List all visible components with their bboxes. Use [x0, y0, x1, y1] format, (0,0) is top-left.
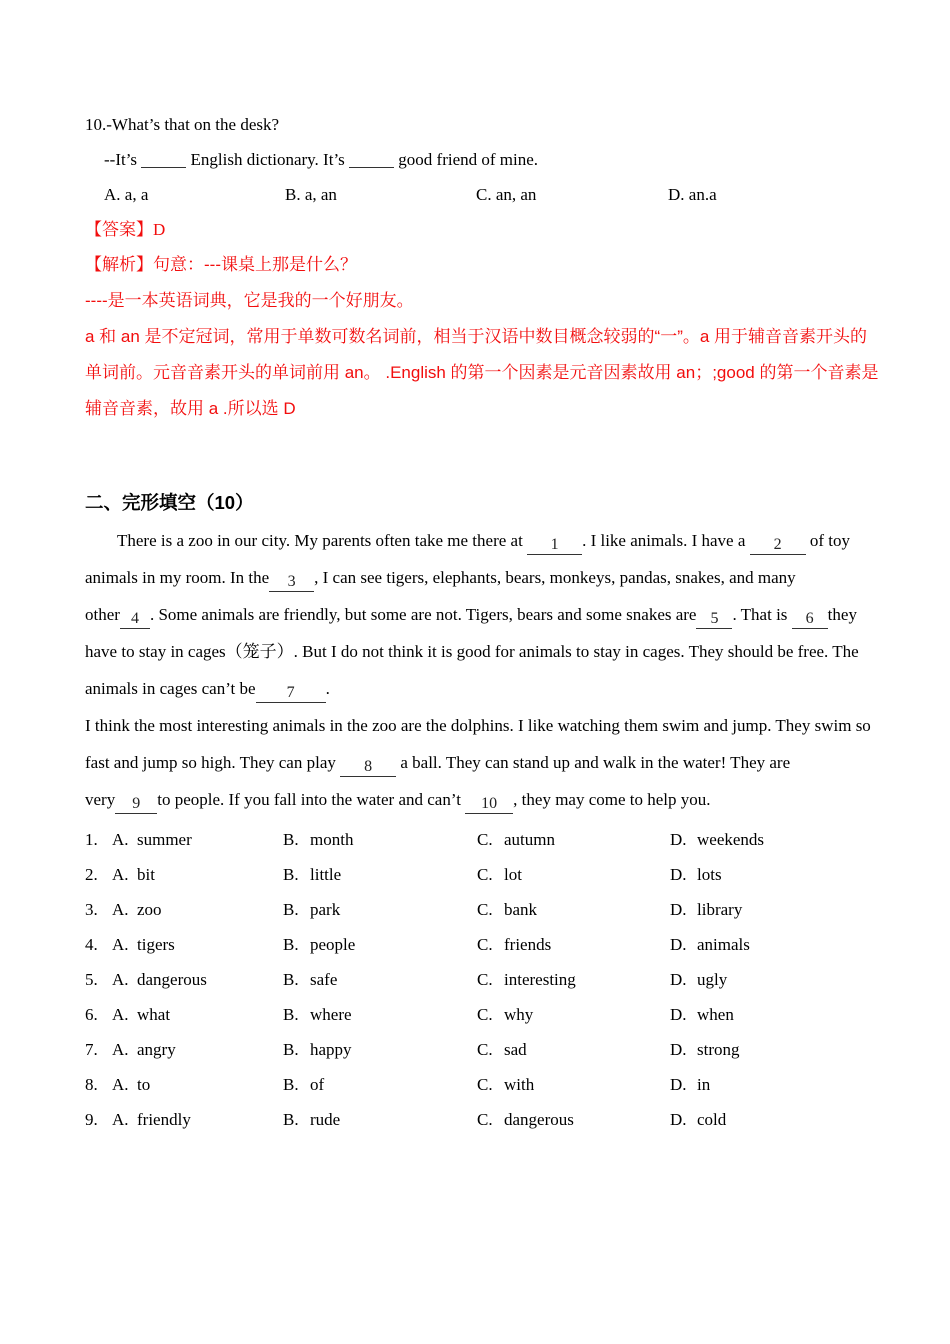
- option-letter-D: D.: [670, 830, 687, 849]
- cloze-option-row-9: [85, 1102, 865, 1137]
- passage-line-1: [85, 522, 865, 559]
- option-letter-B: B.: [283, 935, 299, 954]
- option-text-D: strong: [697, 1040, 740, 1059]
- blank-8: 8: [340, 758, 396, 777]
- option-text-B: safe: [310, 970, 338, 989]
- option-text-C: autumn: [504, 830, 555, 849]
- option-letter-C: C.: [477, 900, 493, 919]
- option-text-B: where: [310, 1005, 352, 1024]
- option-number: 4.: [85, 935, 98, 954]
- option-letter-A: A.: [112, 1005, 129, 1024]
- option-number: 9.: [85, 1110, 98, 1129]
- q10-option-B: B. a, an: [285, 185, 337, 204]
- cloze-option-row-4: [85, 927, 865, 962]
- analysis-line-4: 单词前。元音音素开头的单词前用 an。 .English 的第一个因素是元音因素故用 an；;good 的第一个音素是: [85, 363, 879, 382]
- passage-text: . I like animals. I have a: [582, 531, 750, 550]
- option-text-C: sad: [504, 1040, 527, 1059]
- option-text-D: in: [697, 1075, 711, 1094]
- option-letter-D: D.: [670, 900, 687, 919]
- option-text-A: dangerous: [137, 970, 207, 989]
- option-text-D: weekends: [697, 830, 765, 849]
- blank-3: 3: [269, 573, 314, 592]
- option-number: 6.: [85, 1005, 98, 1024]
- option-text-D: lots: [697, 865, 722, 884]
- option-text-B: happy: [310, 1040, 352, 1059]
- option-number: 3.: [85, 900, 98, 919]
- option-letter-C: C.: [477, 830, 493, 849]
- answer-value: D: [153, 220, 166, 239]
- option-text-B: little: [310, 865, 342, 884]
- option-letter-D: D.: [670, 1110, 687, 1129]
- option-text-A: to: [137, 1075, 151, 1094]
- passage-line-8: [85, 781, 865, 818]
- option-letter-D: D.: [670, 935, 687, 954]
- option-number: 2.: [85, 865, 98, 884]
- cloze-option-row-5: [85, 962, 865, 997]
- option-text-C: bank: [504, 900, 538, 919]
- option-number: 8.: [85, 1075, 98, 1094]
- option-text-B: month: [310, 830, 354, 849]
- blank-7: 7: [256, 684, 326, 703]
- option-letter-C: C.: [477, 935, 493, 954]
- option-text-B: people: [310, 935, 356, 954]
- analysis-line-1: 【解析】句意：---课桌上那是什么？: [85, 255, 357, 274]
- option-letter-C: C.: [477, 1005, 493, 1024]
- option-text-B: of: [310, 1075, 325, 1094]
- passage-text: animals in my room. In the: [85, 568, 270, 587]
- passage-text: I think the most interesting animals in the zoo are the dolphins. I like watching them swim and jump. They swim so: [85, 716, 871, 735]
- question-10-prompt: 10.-What’s that on the desk?: [85, 115, 280, 134]
- question-10-options-row: [85, 177, 865, 212]
- option-letter-B: B.: [283, 1075, 299, 1094]
- section-2-heading: 二、完形填空（10）: [85, 492, 254, 513]
- option-letter-A: A.: [112, 970, 129, 989]
- passage-text: animals in cages can’t be: [85, 679, 256, 698]
- blank-empty: [349, 149, 394, 168]
- option-text-C: interesting: [504, 970, 576, 989]
- passage-text: other: [85, 605, 120, 624]
- passage-text: .: [325, 679, 330, 698]
- option-text-A: summer: [137, 830, 192, 849]
- cloze-passage: [85, 522, 871, 818]
- option-letter-A: A.: [112, 1040, 129, 1059]
- blank-5: 5: [696, 610, 732, 629]
- option-letter-D: D.: [670, 1075, 687, 1094]
- analysis-line-5: 辅音音素，故用 a .所以选 D: [85, 399, 296, 418]
- cloze-option-row-3: [85, 892, 865, 927]
- q10-option-C: C. an, an: [476, 185, 537, 204]
- passage-text: --It’s: [104, 150, 142, 169]
- option-text-D: when: [697, 1005, 734, 1024]
- answer-line: [85, 212, 865, 247]
- cloze-option-row-1: [85, 822, 865, 857]
- option-number: 5.: [85, 970, 98, 989]
- option-text-D: animals: [697, 935, 750, 954]
- passage-text: very: [85, 790, 116, 809]
- option-text-B: park: [310, 900, 341, 919]
- option-number: 7.: [85, 1040, 98, 1059]
- option-letter-C: C.: [477, 1075, 493, 1094]
- option-text-A: bit: [137, 865, 155, 884]
- option-letter-A: A.: [112, 1110, 129, 1129]
- blank-6: 6: [792, 610, 828, 629]
- passage-text: a ball. They can stand up and walk in the water! They are: [396, 753, 791, 772]
- option-text-C: dangerous: [504, 1110, 574, 1129]
- cloze-option-row-8: [85, 1067, 865, 1102]
- option-text-D: cold: [697, 1110, 727, 1129]
- option-text-C: lot: [504, 865, 522, 884]
- passage-text: fast and jump so high. They can play: [85, 753, 341, 772]
- passage-text: , I can see tigers, elephants, bears, monkeys, pandas, snakes, and many: [314, 568, 796, 587]
- option-letter-D: D.: [670, 1040, 687, 1059]
- cloze-option-row-6: [85, 997, 865, 1032]
- q10-option-D: D. an.a: [668, 185, 717, 204]
- passage-text: to people. If you fall into the water and can’t: [157, 790, 466, 809]
- option-letter-C: C.: [477, 865, 493, 884]
- passage-text: . Some animals are friendly, but some are not. Tigers, bears and some snakes are: [149, 605, 697, 624]
- option-letter-B: B.: [283, 900, 299, 919]
- option-letter-C: C.: [477, 1040, 493, 1059]
- option-letter-B: B.: [283, 970, 299, 989]
- passage-text: good friend of mine.: [394, 150, 539, 169]
- option-letter-A: A.: [112, 900, 129, 919]
- analysis-line-2: ----是一本英语词典，它是我的一个好朋友。: [85, 291, 414, 310]
- analysis-line-3: a 和 an 是不定冠词，常用于单数可数名词前，相当于汉语中数目概念较弱的“一”。a 用于辅音音素开头的: [85, 327, 868, 346]
- cloze-option-row-7: [85, 1032, 865, 1067]
- option-text-A: tigers: [137, 935, 175, 954]
- blank-9: 9: [115, 795, 157, 814]
- option-letter-A: A.: [112, 1075, 129, 1094]
- option-text-D: library: [697, 900, 743, 919]
- option-text-A: friendly: [137, 1110, 191, 1129]
- option-letter-B: B.: [283, 1110, 299, 1129]
- blank-empty: [141, 149, 186, 168]
- option-letter-D: D.: [670, 865, 687, 884]
- passage-text: English dictionary. It’s: [186, 150, 350, 169]
- option-letter-B: B.: [283, 830, 299, 849]
- passage-line-6: [85, 707, 871, 744]
- option-letter-B: B.: [283, 865, 299, 884]
- option-text-D: ugly: [697, 970, 728, 989]
- blank-4: 4: [120, 610, 150, 629]
- option-text-B: rude: [310, 1110, 341, 1129]
- passage-text: have to stay in cages（笼子）. But I do not think it is good for animals to stay in cages. They should be free. The: [85, 642, 859, 661]
- option-letter-D: D.: [670, 970, 687, 989]
- answer-label: 【答案】: [85, 220, 153, 239]
- passage-text: of toy: [805, 531, 851, 550]
- cloze-option-row-2: [85, 857, 865, 892]
- passage-line-5: [85, 670, 865, 707]
- option-letter-B: B.: [283, 1040, 299, 1059]
- option-letter-A: A.: [112, 935, 129, 954]
- passage-line-7: [85, 744, 865, 781]
- q10-option-A: A. a, a: [104, 185, 149, 204]
- passage-text: they: [827, 605, 857, 624]
- option-letter-C: C.: [477, 1110, 493, 1129]
- passage-line-2: [85, 559, 865, 596]
- option-letter-A: A.: [112, 830, 129, 849]
- passage-line-4: [85, 633, 865, 670]
- option-text-A: angry: [137, 1040, 176, 1059]
- option-text-A: what: [137, 1005, 171, 1024]
- cloze-options-grid: [85, 822, 865, 1137]
- blank-1: 1: [527, 536, 582, 555]
- passage-text: , they may come to help you.: [513, 790, 711, 809]
- question-10-reply-line: [85, 142, 865, 177]
- question-10-block: [85, 107, 879, 427]
- option-letter-D: D.: [670, 1005, 687, 1024]
- option-number: 1.: [85, 830, 98, 849]
- option-text-A: zoo: [137, 900, 162, 919]
- passage-text: . That is: [732, 605, 792, 624]
- passage-text: There is a zoo in our city. My parents often take me there at: [117, 531, 528, 550]
- blank-10: 10: [465, 795, 513, 814]
- analysis-block: [85, 247, 879, 427]
- passage-line-3: [85, 596, 865, 633]
- option-letter-A: A.: [112, 865, 129, 884]
- option-letter-C: C.: [477, 970, 493, 989]
- blank-2: 2: [750, 536, 806, 555]
- option-text-C: why: [504, 1005, 534, 1024]
- option-text-C: with: [504, 1075, 535, 1094]
- option-letter-B: B.: [283, 1005, 299, 1024]
- option-text-C: friends: [504, 935, 552, 954]
